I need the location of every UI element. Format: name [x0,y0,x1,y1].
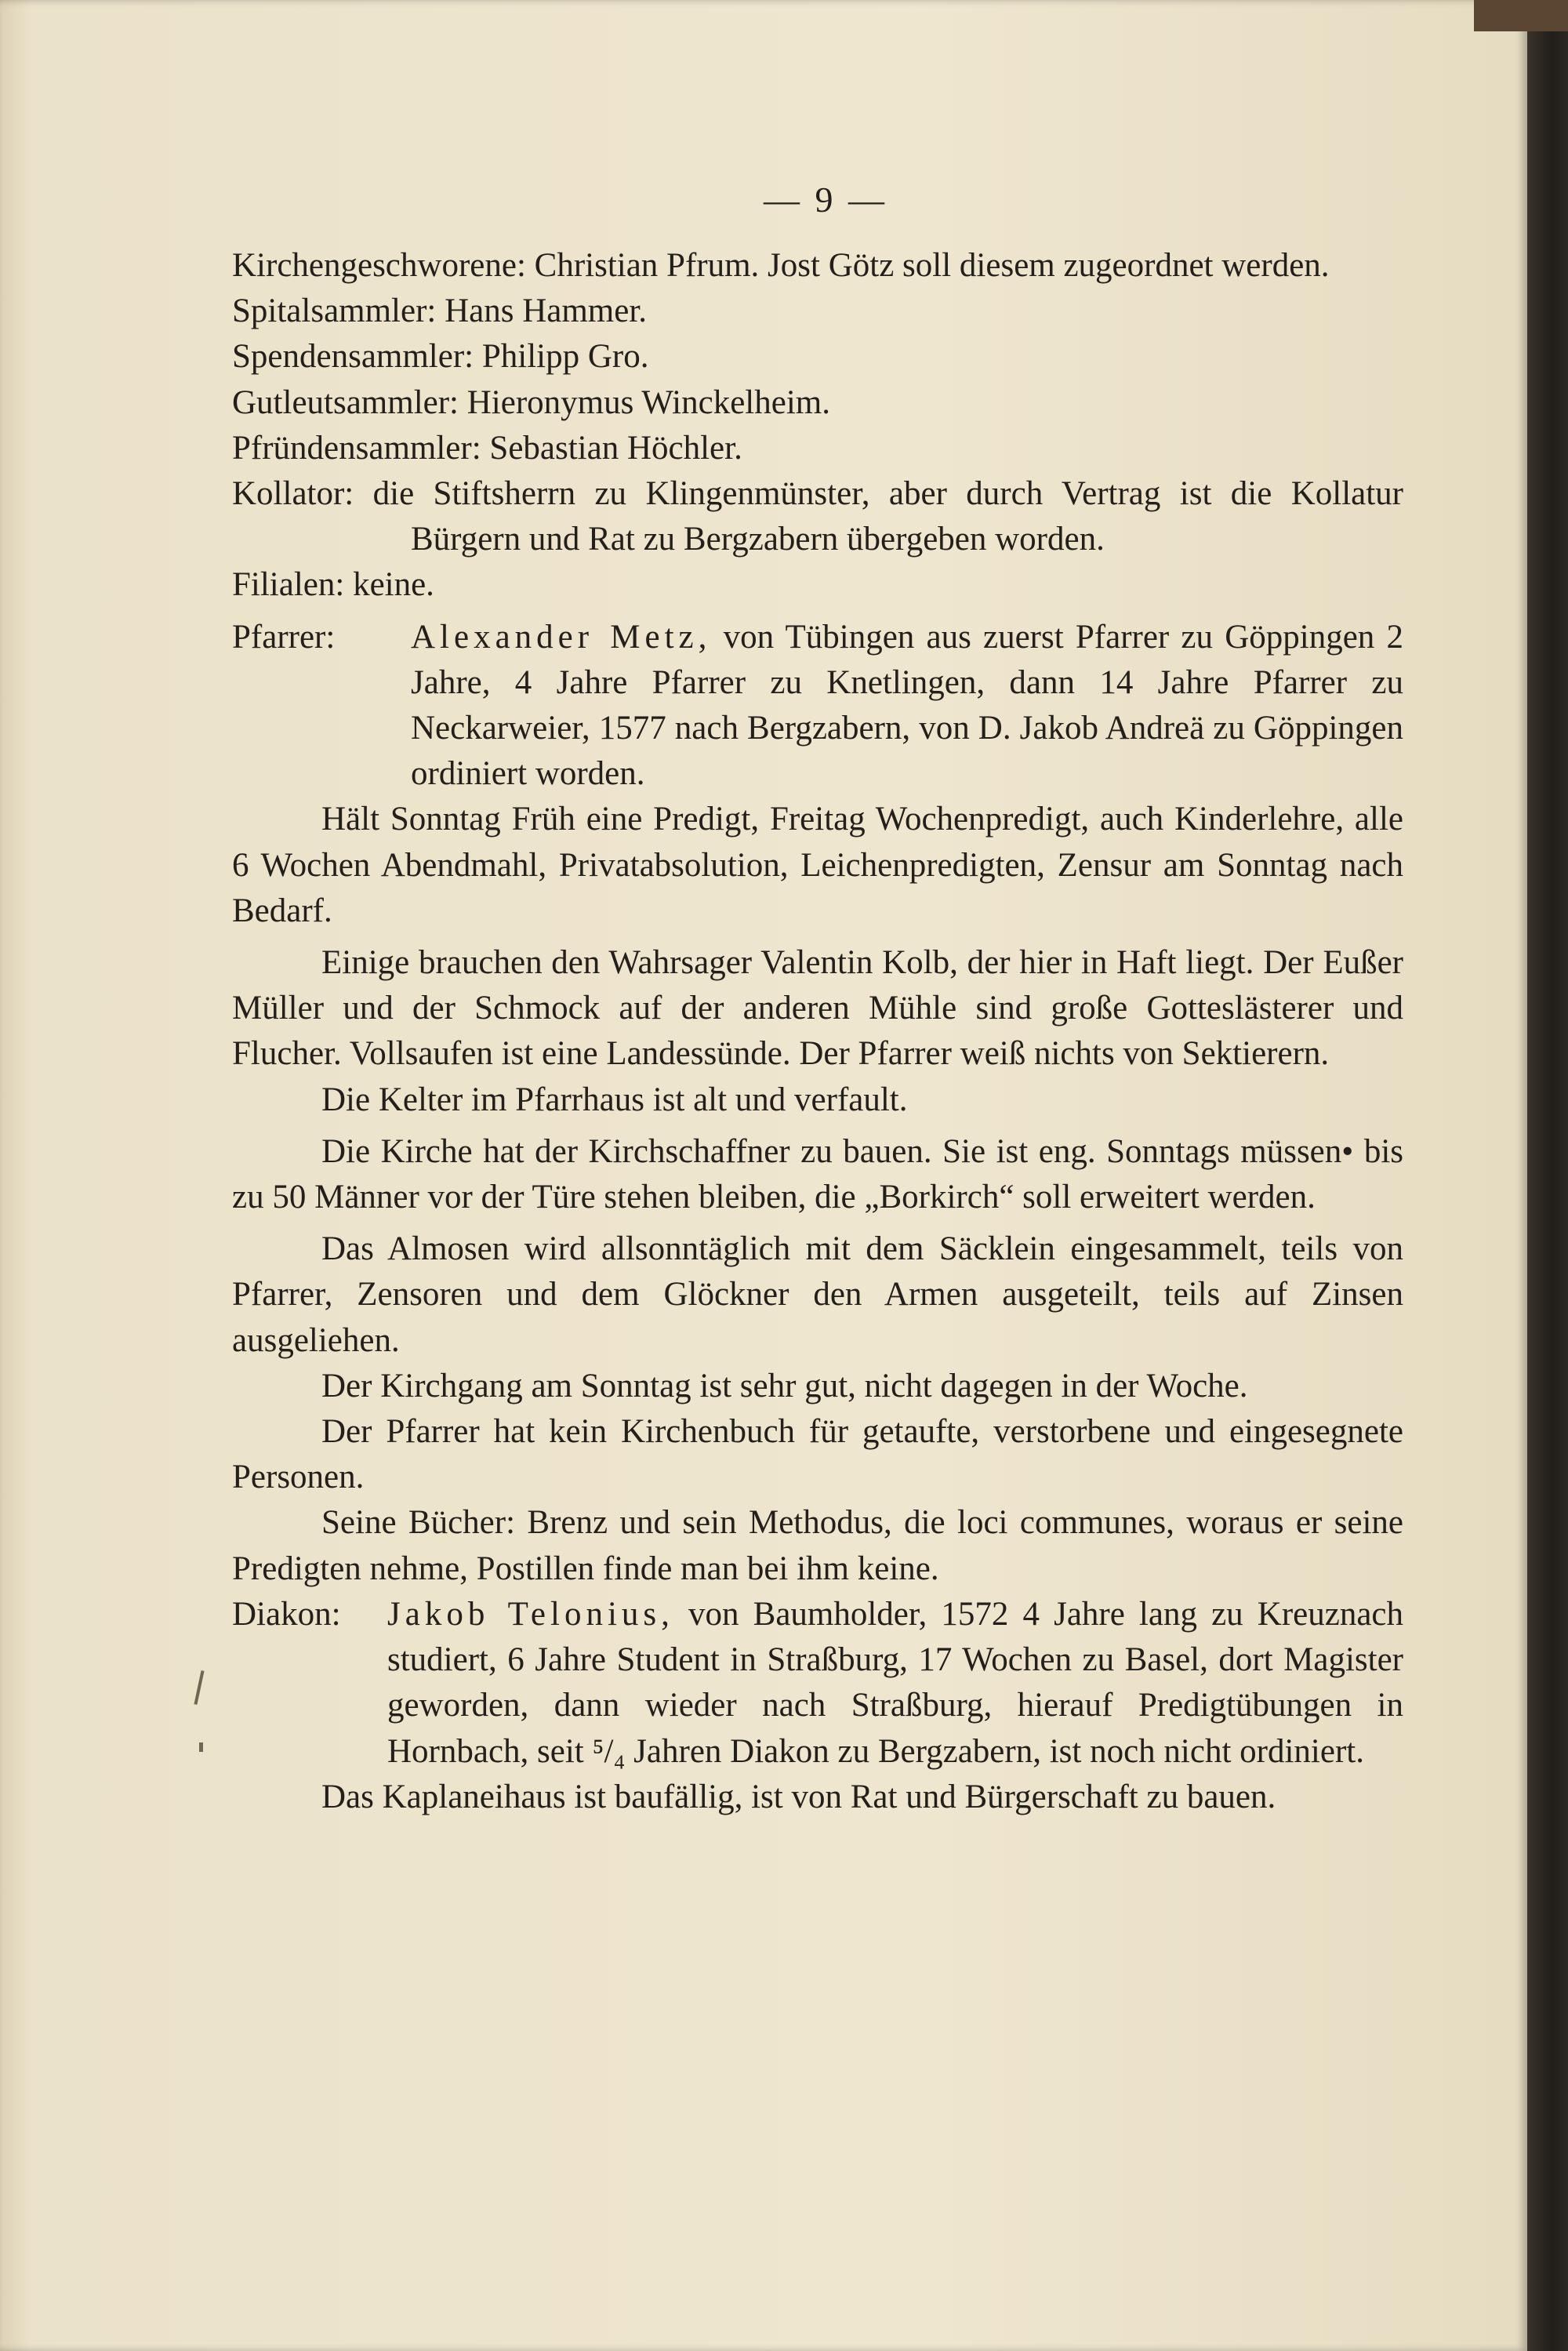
diakon-label: Diakon: [232,1595,341,1633]
line-gutleutsammler: Gutleutsammler: Hieronymus Winckelheim. [232,383,830,421]
paragraph-closing: Das Kaplaneihaus ist baufällig, ist von Rat und Bürgerschaft zu bauen. [321,1778,1276,1815]
page-number: — 9 — [764,180,887,220]
paragraph: Hält Sonntag Früh eine Predigt, Freitag Wochenpredigt, auch Kinderlehre, alle 6 Wochen Abendmahl, Privatabsolution, Leichenpredigten, Zensur am Sonntag nach Bedarf. [232,801,1403,929]
line-filialen: Filialen: keine. [232,566,434,604]
entry-diakon [232,1592,1403,1775]
paragraph: Die Kelter im Pfarrhaus ist alt und verfault. [321,1081,908,1118]
margin-pencil-mark [194,1670,204,1705]
pfarrer-text: von Tübingen aus zuerst Pfarrer zu Göppingen 2 Jahre, 4 Jahre Pfarrer zu Knetlingen, dann 14 Jahre Pfarrer zu Neckarweier, 1577 nach Bergzabern, von D. Jakob Andreä zu Göppingen ordiniert worden. [411,618,1403,793]
paragraph: Das Almosen wird allsonntäglich mit dem Säcklein eingesammelt, teils von Pfarrer, Zensoren und dem Glöckner den Armen ausgeteilt, teils auf Zinsen ausgeliehen. [232,1230,1403,1359]
margin-dot [199,1742,203,1752]
paragraph: Einige brauchen den Wahrsager Valentin Kolb, der hier in Haft liegt. Der Eußer Müller und der Schmock auf der anderen Mühle sind große Gotteslästerer und Flucher. Vollsaufen ist eine Landessünde. Der Pfarrer weiß nichts von Sektierern. [232,944,1403,1073]
line-kirchengeschworene: Kirchengeschworene: Christian Pfrum. Jost Götz soll diesem zugeordnet werden. [232,247,1330,284]
pfarrer-label: Pfarrer: [232,618,336,656]
line-spendensammler: Spendensammler: Philipp Gro. [232,338,649,376]
line-pfruendensammler: Pfründensammler: Sebastian Höchler. [232,429,742,467]
book-binding [1527,0,1568,2351]
paragraph: Der Pfarrer hat kein Kirchenbuch für getaufte, verstorbene und eingesegnete Personen. [232,1413,1403,1496]
pfarrer-body [411,615,1403,798]
paragraph: Die Kirche hat der Kirchschaffner zu bauen. Sie ist eng. Sonntags müssen• bis zu 50 Männer vor der Türe stehen bleiben, die „Borkirch“ soll erweitert werden. [232,1132,1403,1216]
page-text [232,157,1403,1820]
pfarrer-name: Alexander Metz, [411,618,712,656]
diakon-body [387,1592,1403,1775]
cover-corner [1474,0,1568,31]
diakon-name: Jakob Telonius, [387,1595,674,1633]
paragraph: Der Kirchgang am Sonntag ist sehr gut, nicht dagegen in der Woche. [321,1367,1248,1404]
diakon-text: von Baumholder, 1572 4 Jahre lang zu Kreuznach studiert, 6 Jahre Student in Straßburg, 17 Wochen zu Basel, dort Magister geworden, dann wieder nach Straßburg, hierauf Predigtübungen in Hornbach, seit ⁵/₄ Jahren Diakon zu Bergzabern, ist noch nicht ordiniert. [387,1595,1403,1770]
line-spitalsammler: Spitalsammler: Hans Hammer. [232,293,648,330]
entry-pfarrer [232,615,1403,798]
paragraph: Seine Bücher: Brenz und sein Methodus, die loci communes, woraus er seine Predigten nehme, Postillen finde man bei ihm keine. [232,1504,1403,1587]
line-kollator: Kollator: die Stiftsherrn zu Klingenmünster, aber durch Vertrag ist die Kollatur Bürgern und Rat zu Bergzabern übergeben worden. [232,475,1403,558]
